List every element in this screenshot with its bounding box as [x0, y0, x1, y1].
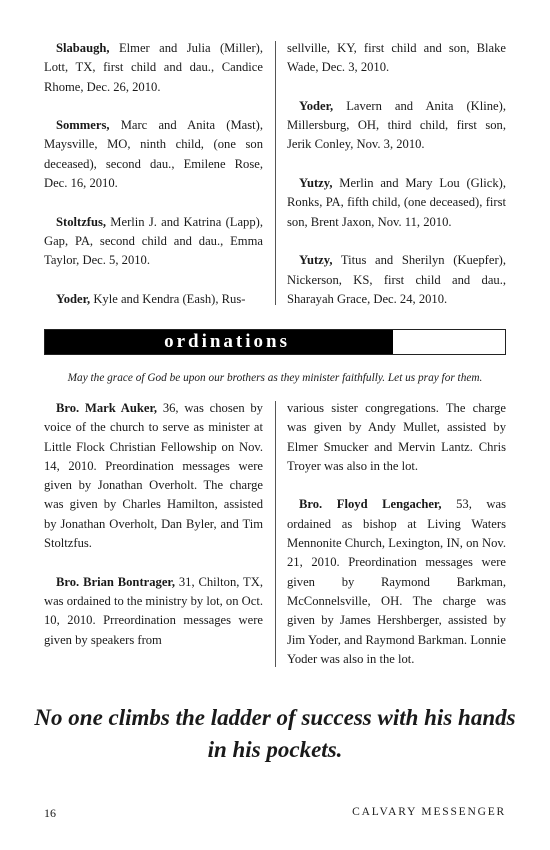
magazine-title: CALVARY MESSENGER: [352, 806, 506, 818]
entry-text: Titus and Sherilyn (Kuepfer), Nickerson, KS, first child and dau., Sharayah Grace, Dec. 24, 2010.: [287, 253, 506, 306]
pull-quote: No one climbs the ladder of success with his hands in his pockets.: [34, 705, 516, 762]
birth-entry: [44, 39, 263, 97]
entry-text: Kyle and Kendra (Eash), Rus-: [90, 291, 246, 306]
ordination-entry: [287, 495, 506, 669]
entry-text: Elmer and Julia (Miller), Lott, TX, first child and dau., Candice Rhome, Dec. 26, 2010.: [44, 41, 263, 94]
minister-name: Bro. Brian Bontrager,: [56, 574, 175, 589]
minister-name: Bro. Mark Auker,: [56, 401, 158, 415]
ordinations-column-left: [44, 399, 263, 650]
entry-text: Lavern and Anita (Kline), Millersburg, OH, third child, first son, Jerik Conley, Nov. 3, 2010.: [287, 98, 506, 152]
minister-name: Bro. Floyd Lengacher,: [299, 497, 442, 512]
entry-text: Merlin J. and Katrina (Lapp), Gap, PA, second child and dau., Emma Taylor, Dec. 5, 2010.: [44, 214, 263, 268]
births-column-left: [44, 39, 263, 309]
entry-text: Marc and Anita (Mast), Maysville, MO, ninth child, (one son deceased), second dau., Emilene Rose, Dec. 16, 2010.: [44, 118, 263, 191]
entry-text: 36, was chosen by voice of the church to serve as minister at Little Flock Christian Fellowship on Nov. 14, 2010. Preordination messages were given by Jonathan Overholt. The charge was given by Charles Hamilton, assisted by Jonathan Overholt, Dan Byler, and Tim Stoltzfus.: [44, 401, 263, 551]
page-number: 16: [44, 806, 56, 820]
birth-entry-continued: sellville, KY, first child and son, Blake Wade, Dec. 3, 2010.: [287, 41, 506, 75]
birth-entry: [44, 116, 263, 193]
entry-text: Merlin and Mary Lou (Glick), Ronks, PA, fifth child, (one deceased), first son, Brent Jaxon, Nov. 11, 2010.: [287, 176, 506, 229]
column-divider: [275, 41, 276, 305]
family-name: Yutzy,: [299, 176, 333, 191]
section-header-bar: [45, 330, 393, 354]
section-header: [44, 329, 506, 355]
ordination-entry: [44, 573, 263, 650]
entry-text: 31, Chilton, TX, was ordained to the ministry by lot, on Oct. 10, 2010. Prreordination messages were given by speakers from: [44, 574, 263, 647]
ordination-entry: [44, 399, 263, 553]
birth-entry: [287, 251, 506, 309]
birth-entry: [44, 290, 263, 309]
birth-entry: [44, 213, 263, 271]
column-divider: [275, 401, 276, 667]
ordination-entry-continued: various sister congregations. The charge was given by Andy Mullet, assisted by Elmer Smucker and Mervin Lantz. Chris Troyer was also in the lot.: [287, 401, 506, 473]
family-name: Yoder,: [299, 98, 334, 113]
section-tagline: May the grace of God be upon our brothers as they minister faithfully. Let us pray for them.: [67, 372, 483, 384]
family-name: Slabaugh,: [56, 41, 110, 55]
entry-text: 53, was ordained as bishop at Living Waters Mennonite Church, Lexington, IN, on Nov. 21, 2010. Preordination messages were given by Raymond Barkman, McConnelsville, OH. The charge was given by James Hershberger, assisted by Jim Yoder, and Raymond Barkman. Lonnie Yoder was also in the lot.: [287, 497, 506, 666]
family-name: Yutzy,: [299, 253, 333, 268]
family-name: Stoltzfus,: [56, 214, 107, 229]
births-column-right: [287, 39, 506, 309]
birth-entry: [287, 174, 506, 232]
family-name: Sommers,: [56, 118, 110, 133]
ordinations-column-right: [287, 399, 506, 669]
section-title: ordinations: [164, 331, 290, 352]
family-name: Yoder,: [56, 291, 91, 306]
birth-entry: [287, 97, 506, 155]
